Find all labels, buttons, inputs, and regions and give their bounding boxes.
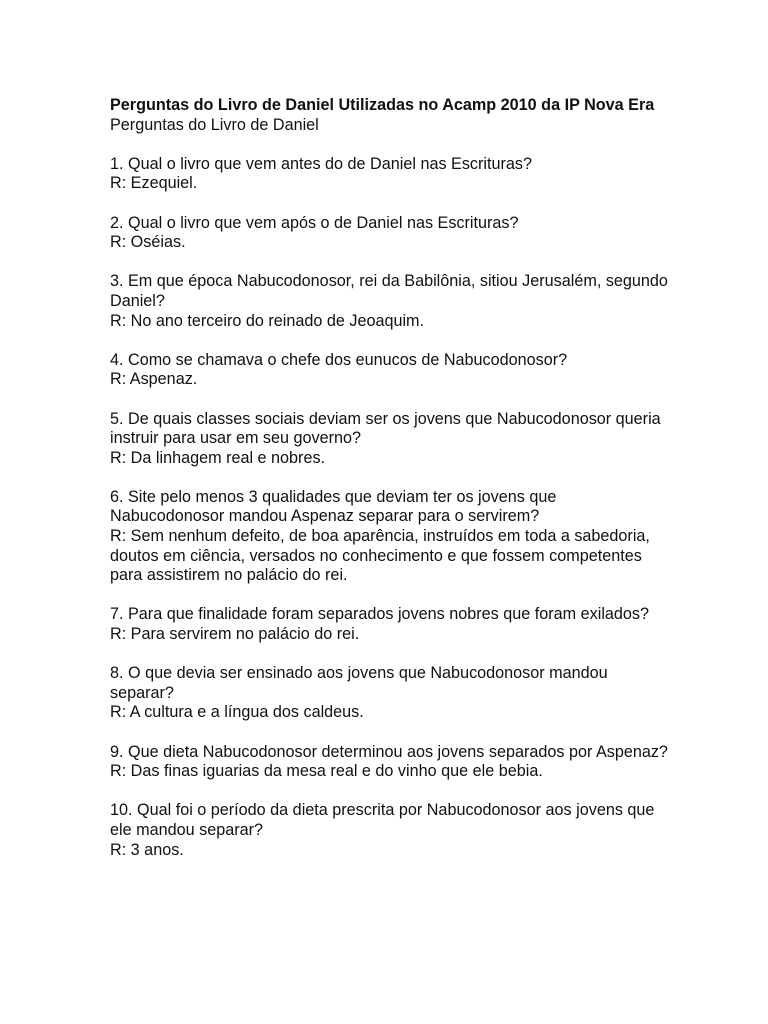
answer-text: R: Para servirem no palácio do rei. [110, 625, 360, 644]
question-text: 1. Qual o livro que vem antes do de Daniel nas Escrituras? [110, 154, 532, 173]
qa-item-7 [110, 605, 670, 644]
answer-text: R: No ano terceiro do reinado de Jeoaquim. [110, 311, 425, 330]
answer-text: R: Oséias. [110, 233, 186, 252]
question-text: 9. Que dieta Nabucodonosor determinou aos jovens separados por Aspenaz? [110, 742, 668, 761]
answer-text: R: Aspenaz. [110, 370, 198, 389]
question-text: 7. Para que finalidade foram separados jovens nobres que foram exilados? [110, 605, 650, 624]
qa-item-4 [110, 351, 670, 390]
question-text: 3. Em que época Nabucodonosor, rei da Babilônia, sitiou Jerusalém, segundo Daniel? [110, 272, 668, 310]
qa-item-2 [110, 214, 670, 253]
document-title: Perguntas do Livro de Daniel Utilizadas no Acamp 2010 da IP Nova Era [110, 96, 655, 114]
answer-text: R: Das finas iguarias da mesa real e do vinho que ele bebia. [110, 762, 543, 781]
qa-item-3 [110, 272, 670, 331]
qa-item-6 [110, 488, 670, 586]
question-text: 10. Qual foi o período da dieta prescrita por Nabucodonosor aos jovens que ele mandou separar? [110, 801, 655, 839]
question-text: 5. De quais classes sociais deviam ser os jovens que Nabucodonosor queria instruir para usar em seu governo? [110, 409, 661, 448]
question-text: 6. Site pelo menos 3 qualidades que deviam ter os jovens que Nabucodonosor mandou Aspenaz separar para o servirem? [110, 487, 557, 526]
answer-text: R: Da linhagem real e nobres. [110, 448, 326, 467]
question-text: 4. Como se chamava o chefe dos eunucos de Nabucodonosor? [110, 350, 568, 369]
document-subtitle: Perguntas do Livro de Daniel [110, 115, 319, 134]
answer-text: R: Ezequiel. [110, 174, 198, 193]
question-text: 8. O que devia ser ensinado aos jovens que Nabucodonosor mandou separar? [110, 664, 608, 702]
qa-item-5 [110, 410, 670, 469]
qa-item-9 [110, 743, 670, 782]
qa-item-8 [110, 664, 670, 723]
qa-item-1 [110, 155, 670, 194]
qa-item-10 [110, 801, 670, 860]
question-text: 2. Qual o livro que vem após o de Daniel nas Escrituras? [110, 213, 519, 232]
document-page [110, 96, 670, 860]
answer-text: R: A cultura e a língua dos caldeus. [110, 703, 364, 722]
answer-text: R: Sem nenhum defeito, de boa aparência, instruídos em toda a sabedoria, doutos em ciência, versados no conhecimento e que fossem competentes para assistirem no palácio do rei. [110, 527, 650, 585]
answer-text: R: 3 anos. [110, 840, 184, 859]
